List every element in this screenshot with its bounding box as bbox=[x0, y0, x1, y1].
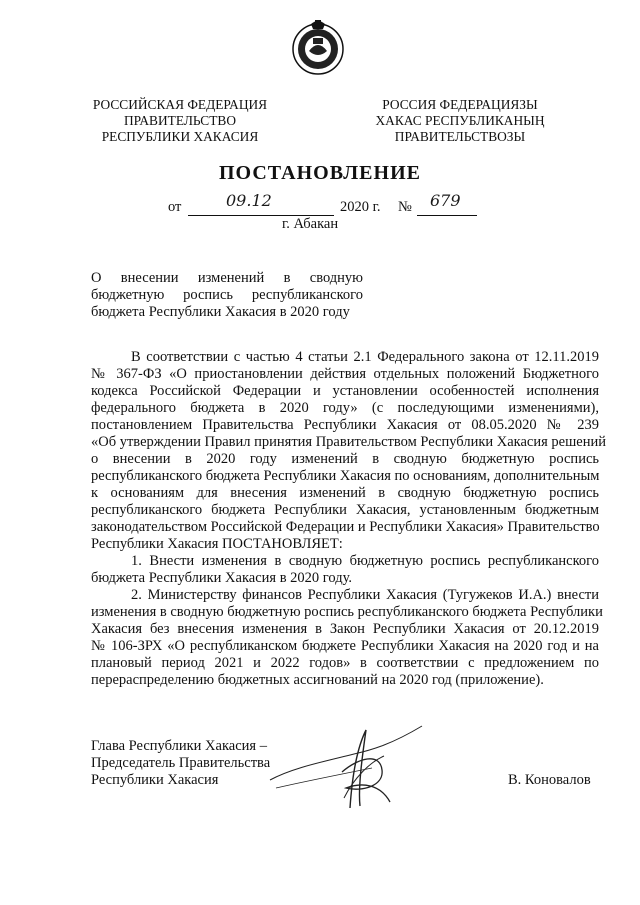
signatory-name: В. Коновалов bbox=[508, 772, 591, 788]
header-left-line: ПРАВИТЕЛЬСТВО bbox=[123, 113, 236, 128]
signatory-position-line: Глава Республики Хакасия – bbox=[91, 738, 267, 754]
body-line: федерального бюджета в 2020 году» (с последующими изменениями), bbox=[91, 400, 599, 416]
header-left-russian bbox=[80, 97, 280, 145]
subject-line: О внесении изменений в сводную bbox=[91, 270, 363, 286]
header-left-line: РЕСПУБЛИКИ ХАКАСИЯ bbox=[101, 129, 259, 144]
body-line: постановлением Правительства Республики Хакасия от 08.05.2020 № 239 bbox=[91, 417, 599, 433]
header-right-line: РОССИЯ ФЕДЕРАЦИЯЗЫ bbox=[382, 97, 538, 112]
body-line: законодательством Российской Федерации и Республики Хакасия» Правительство bbox=[91, 519, 600, 535]
body-line: республиканского бюджета Республики Хакасия, установленным бюджетным bbox=[91, 502, 599, 518]
city-name: г. Абакан bbox=[282, 216, 339, 232]
subject-line: бюджетную роспись республиканского bbox=[91, 287, 363, 303]
body-line: кодекса Российской Федерации и установлении особенностей исполнения bbox=[91, 383, 599, 399]
body-line: бюджета Республики Хакасия в 2020 году. bbox=[91, 570, 353, 586]
subject-line: бюджета Республики Хакасия в 2020 году bbox=[91, 304, 350, 320]
number-sign: № bbox=[398, 199, 412, 215]
body-line: № 106-ЗРХ «О республиканском бюджете Республики Хакасия на 2020 год и на bbox=[91, 638, 599, 654]
body-line: 1. Внести изменения в сводную бюджетную роспись республиканского bbox=[131, 553, 599, 569]
signatory-position-line: Председатель Правительства bbox=[91, 755, 271, 771]
body-line: о внесении в 2020 году изменений в сводную бюджетную роспись bbox=[91, 451, 599, 467]
body-line: № 367-ФЗ «О приостановлении действия отдельных положений Бюджетного bbox=[91, 366, 599, 382]
body-line: изменения в сводную бюджетную роспись республиканского бюджета Республики bbox=[91, 604, 603, 620]
body-line: республиканского бюджета Республики Хакасия по основаниям, дополнительным bbox=[91, 468, 600, 484]
header-right-line: ПРАВИТЕЛЬСТВОЗЫ bbox=[394, 129, 526, 144]
body-line: Республики Хакасия ПОСТАНОВЛЯЕТ: bbox=[91, 536, 343, 552]
body-line: плановый период 2021 и 2022 годов» в соответствии с предложением по bbox=[91, 655, 599, 671]
handwritten-number: 679 bbox=[430, 191, 461, 210]
decree-body bbox=[91, 349, 606, 689]
signatory-position bbox=[91, 738, 270, 789]
coat-of-arms-emblem bbox=[291, 18, 345, 76]
handwritten-signature bbox=[262, 718, 427, 810]
date-prefix: от bbox=[168, 199, 182, 215]
header-right-khakas bbox=[360, 97, 560, 145]
number-underline bbox=[417, 215, 477, 216]
decree-subject bbox=[91, 270, 363, 321]
body-line: Хакасия без внесения изменения в Закон Республики Хакасия от 20.12.2019 bbox=[91, 621, 599, 637]
body-line: к основаниям для внесения изменений в сводную бюджетную роспись bbox=[91, 485, 599, 501]
body-line: 2. Министерству финансов Республики Хакасия (Тугужеков И.А.) внести bbox=[131, 587, 599, 603]
document-title: ПОСТАНОВЛЕНИЕ bbox=[219, 162, 421, 184]
body-line: перераспределению бюджетных ассигнований на 2020 год (приложение). bbox=[91, 672, 544, 688]
signatory-position-line: Республики Хакасия bbox=[91, 772, 219, 788]
header-left-line: РОССИЙСКАЯ ФЕДЕРАЦИЯ bbox=[92, 97, 268, 112]
date-year: 2020 г. bbox=[340, 199, 381, 215]
header-right-line: ХАКАС РЕСПУБЛИКАНЫҢ bbox=[375, 113, 545, 128]
handwritten-date: 09.12 bbox=[226, 191, 272, 210]
body-line: В соответствии с частью 4 статьи 2.1 Федерального закона от 12.11.2019 bbox=[131, 349, 599, 365]
body-line: «Об утверждении Правил принятия Правительством Республики Хакасия решений bbox=[91, 434, 606, 450]
